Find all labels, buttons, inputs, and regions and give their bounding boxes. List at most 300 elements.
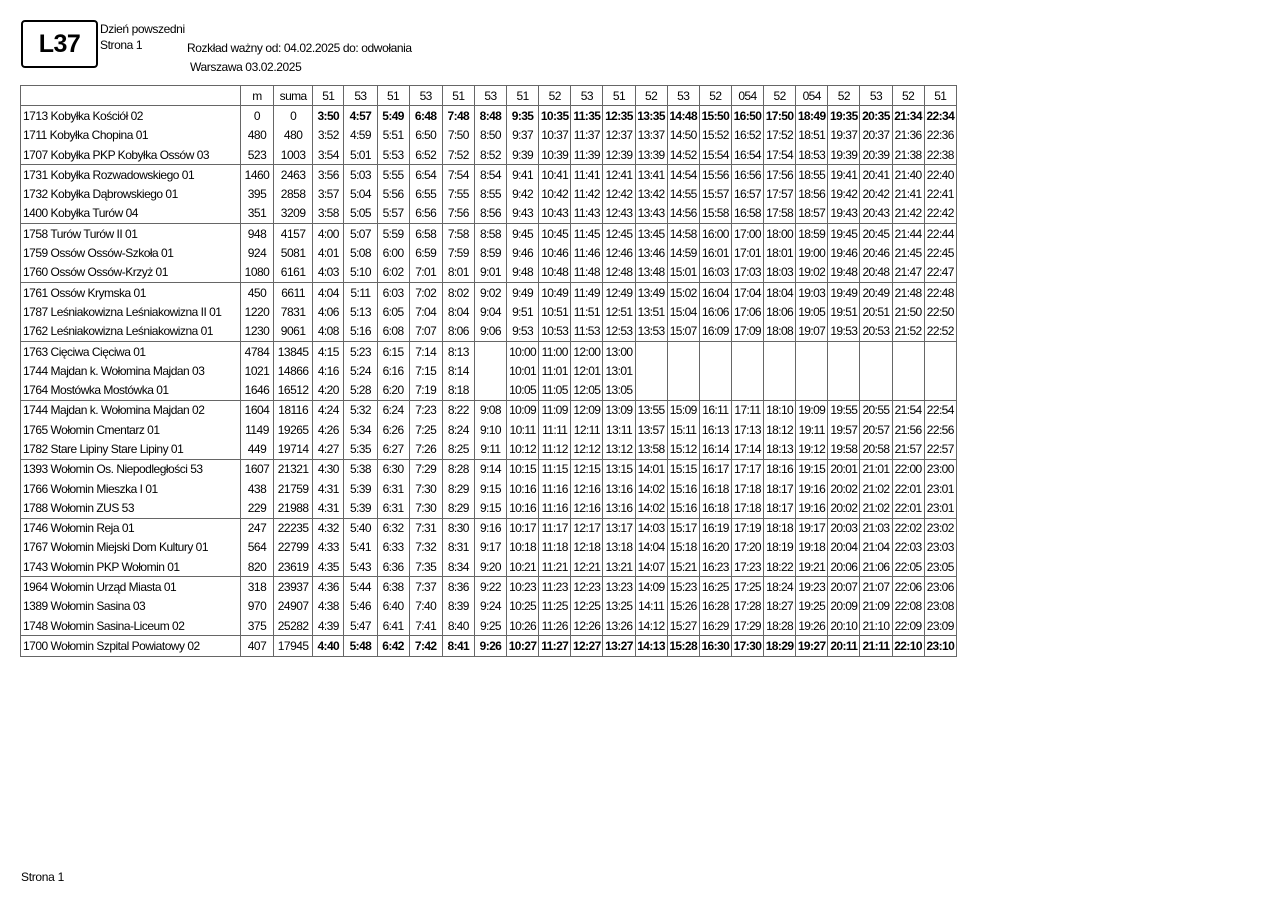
departure-time: 4:08 [313,322,344,342]
departure-time: 18:22 [764,557,796,577]
departure-time: 11:37 [571,126,603,145]
departure-time: 21:38 [892,145,924,165]
departure-time: 23:08 [924,597,956,616]
departure-time: 20:37 [860,126,892,145]
stop-row [21,302,957,321]
departure-time: 6:30 [377,459,409,479]
departure-time: 14:55 [667,184,699,203]
departure-time [796,380,828,400]
departure-time: 9:22 [474,577,506,597]
course-header: 53 [667,86,699,106]
departure-time: 23:01 [924,479,956,498]
stop-name: 1767 Wołomin Miejski Dom Kultury 01 [21,538,241,557]
departure-time: 14:09 [635,577,667,597]
departure-time: 4:03 [313,263,344,283]
stop-row [21,380,957,400]
departure-time: 11:53 [571,322,603,342]
stop-name: 1707 Kobyłka PKP Kobyłka Ossów 03 [21,145,241,165]
departure-time: 13:46 [635,243,667,262]
course-header: 52 [828,86,860,106]
departure-time: 10:00 [507,341,539,361]
departure-time: 6:40 [377,597,409,616]
departure-time: 16:56 [731,165,763,185]
departure-time: 12:25 [571,597,603,616]
stop-name: 1759 Ossów Ossów-Szkoła 01 [21,243,241,262]
departure-time: 15:21 [667,557,699,577]
departure-time: 11:12 [539,439,571,459]
stop-name: 1400 Kobyłka Turów 04 [21,204,241,224]
timetable-header-row [21,86,957,106]
departure-time: 14:50 [667,126,699,145]
cumulative-distance-cell: 25282 [274,616,313,636]
departure-time: 4:27 [313,439,344,459]
stop-row [21,400,957,420]
departure-time: 8:54 [474,165,506,185]
stop-row [21,439,957,459]
cumulative-distance-cell: 23937 [274,577,313,597]
departure-time: 5:08 [344,243,377,262]
departure-time: 21:48 [892,282,924,302]
departure-time: 6:26 [377,420,409,439]
departure-time: 21:47 [892,263,924,283]
distance-cell: 820 [240,557,273,577]
departure-time: 10:53 [539,322,571,342]
departure-time: 6:58 [409,224,442,244]
cumulative-distance-header: suma [274,86,313,106]
distance-cell: 229 [240,498,273,518]
departure-time: 8:34 [442,557,474,577]
departure-time: 6:33 [377,538,409,557]
departure-time: 17:14 [731,439,763,459]
departure-time: 18:13 [764,439,796,459]
departure-time: 13:35 [635,106,667,126]
cumulative-distance-cell: 7831 [274,302,313,321]
departure-time: 14:52 [667,145,699,165]
departure-time: 15:11 [667,420,699,439]
departure-time: 4:31 [313,498,344,518]
departure-time: 18:55 [796,165,828,185]
stop-name: 1764 Mostówka Mostówka 01 [21,380,241,400]
course-header: 52 [892,86,924,106]
stop-name: 1389 Wołomin Sasina 03 [21,597,241,616]
departure-time: 9:06 [474,322,506,342]
departure-time: 19:25 [796,597,828,616]
departure-time: 20:03 [828,518,860,538]
departure-time: 18:57 [796,204,828,224]
departure-time: 10:27 [507,636,539,656]
departure-time: 15:12 [667,439,699,459]
departure-time: 21:57 [892,439,924,459]
departure-time: 8:18 [442,380,474,400]
departure-time: 19:41 [828,165,860,185]
cumulative-distance-cell: 19265 [274,420,313,439]
departure-time: 10:18 [507,538,539,557]
departure-time: 17:11 [731,400,763,420]
departure-time: 11:25 [539,597,571,616]
departure-time: 11:42 [571,184,603,203]
stop-row [21,165,957,185]
departure-time: 17:30 [731,636,763,656]
departure-time: 17:13 [731,420,763,439]
departure-time [764,380,796,400]
footer-page-label: Strona 1 [21,870,64,884]
departure-time: 13:49 [635,282,667,302]
departure-time: 18:56 [796,184,828,203]
departure-time: 18:29 [764,636,796,656]
departure-time: 22:41 [924,184,956,203]
departure-time: 12:15 [571,459,603,479]
departure-time: 13:16 [603,479,635,498]
departure-time: 21:03 [860,518,892,538]
departure-time: 22:01 [892,479,924,498]
departure-time: 16:11 [699,400,731,420]
departure-time: 10:25 [507,597,539,616]
departure-time: 12:05 [571,380,603,400]
departure-time: 21:50 [892,302,924,321]
departure-time: 8:48 [474,106,506,126]
departure-time: 17:23 [731,557,763,577]
place-date: Warszawa 03.02.2025 [190,60,302,74]
departure-time: 15:58 [699,204,731,224]
departure-time: 5:24 [344,361,377,380]
departure-time: 5:46 [344,597,377,616]
departure-time: 12:21 [571,557,603,577]
departure-time: 15:04 [667,302,699,321]
stop-name: 1732 Kobyłka Dąbrowskiego 01 [21,184,241,203]
departure-time: 9:48 [507,263,539,283]
departure-time: 12:09 [571,400,603,420]
departure-time [828,380,860,400]
departure-time: 15:56 [699,165,731,185]
departure-time: 18:19 [764,538,796,557]
departure-time: 15:01 [667,263,699,283]
validity-text: Rozkład ważny od: 04.02.2025 do: odwołania [187,41,412,55]
stop-row [21,126,957,145]
departure-time [828,341,860,361]
stop-row [21,498,957,518]
departure-time: 11:09 [539,400,571,420]
departure-time: 11:05 [539,380,571,400]
departure-time: 12:43 [603,204,635,224]
stop-name: 1711 Kobyłka Chopina 01 [21,126,241,145]
cumulative-distance-cell: 16512 [274,380,313,400]
departure-time: 10:09 [507,400,539,420]
departure-time: 15:27 [667,616,699,636]
departure-time [635,361,667,380]
departure-time: 5:55 [377,165,409,185]
departure-time: 11:27 [539,636,571,656]
departure-time: 4:04 [313,282,344,302]
departure-time: 13:57 [635,420,667,439]
departure-time: 16:18 [699,498,731,518]
cumulative-distance-cell: 1003 [274,145,313,165]
departure-time: 20:51 [860,302,892,321]
departure-time [731,341,763,361]
distance-cell: 1021 [240,361,273,380]
departure-time: 11:17 [539,518,571,538]
departure-time: 13:15 [603,459,635,479]
cumulative-distance-cell: 6611 [274,282,313,302]
departure-time: 13:37 [635,126,667,145]
course-header: 51 [377,86,409,106]
departure-time: 15:57 [699,184,731,203]
departure-time: 9:16 [474,518,506,538]
departure-time: 10:48 [539,263,571,283]
departure-time: 13:53 [635,322,667,342]
departure-time: 10:43 [539,204,571,224]
departure-time: 13:12 [603,439,635,459]
departure-time: 19:12 [796,439,828,459]
departure-time: 5:34 [344,420,377,439]
departure-time: 6:54 [409,165,442,185]
departure-time: 4:57 [344,106,377,126]
departure-time: 13:51 [635,302,667,321]
departure-time: 8:56 [474,204,506,224]
departure-time: 13:43 [635,204,667,224]
departure-time: 21:01 [860,459,892,479]
departure-time: 21:02 [860,498,892,518]
departure-time: 4:26 [313,420,344,439]
departure-time: 20:02 [828,498,860,518]
departure-time: 15:16 [667,498,699,518]
distance-cell: 970 [240,597,273,616]
departure-time: 19:48 [828,263,860,283]
departure-time: 18:01 [764,243,796,262]
departure-time: 4:36 [313,577,344,597]
departure-time: 16:28 [699,597,731,616]
departure-time: 12:51 [603,302,635,321]
departure-time: 7:40 [409,597,442,616]
departure-time: 5:32 [344,400,377,420]
departure-time: 20:53 [860,322,892,342]
departure-time: 16:03 [699,263,731,283]
stop-row [21,322,957,342]
departure-time: 17:01 [731,243,763,262]
stop-row [21,557,957,577]
departure-time: 7:35 [409,557,442,577]
stop-row [21,145,957,165]
departure-time [635,341,667,361]
departure-time: 19:58 [828,439,860,459]
departure-time: 22:45 [924,243,956,262]
departure-time [796,341,828,361]
departure-time: 21:07 [860,577,892,597]
departure-time: 22:06 [892,577,924,597]
departure-time: 9:20 [474,557,506,577]
departure-time: 3:52 [313,126,344,145]
departure-time: 6:24 [377,400,409,420]
departure-time: 15:54 [699,145,731,165]
course-header: 53 [344,86,377,106]
departure-time: 10:23 [507,577,539,597]
departure-time [667,361,699,380]
departure-time: 9:39 [507,145,539,165]
departure-time: 4:39 [313,616,344,636]
departure-time: 12:39 [603,145,635,165]
stop-row [21,479,957,498]
cumulative-distance-cell: 6161 [274,263,313,283]
departure-time: 21:56 [892,420,924,439]
departure-time: 20:06 [828,557,860,577]
cumulative-distance-cell: 19714 [274,439,313,459]
departure-time: 13:42 [635,184,667,203]
departure-time: 14:02 [635,498,667,518]
departure-time: 10:05 [507,380,539,400]
departure-time: 11:21 [539,557,571,577]
departure-time: 17:04 [731,282,763,302]
departure-time: 6:31 [377,479,409,498]
departure-time: 7:31 [409,518,442,538]
departure-time: 11:46 [571,243,603,262]
line-number: L37 [38,29,81,58]
departure-time: 13:05 [603,380,635,400]
departure-time: 7:15 [409,361,442,380]
departure-time: 21:06 [860,557,892,577]
distance-cell: 1460 [240,165,273,185]
departure-time: 22:34 [924,106,956,126]
departure-time: 16:01 [699,243,731,262]
departure-time: 9:35 [507,106,539,126]
stop-name: 1763 Cięciwa Cięciwa 01 [21,341,241,361]
departure-time: 10:12 [507,439,539,459]
stop-row [21,518,957,538]
course-header: 53 [409,86,442,106]
distance-cell: 407 [240,636,273,656]
stop-row [21,224,957,244]
stop-name: 1765 Wołomin Cmentarz 01 [21,420,241,439]
departure-time: 12:49 [603,282,635,302]
departure-time: 19:51 [828,302,860,321]
departure-time: 20:41 [860,165,892,185]
departure-time: 22:09 [892,616,924,636]
departure-time [860,361,892,380]
departure-time: 9:01 [474,263,506,283]
departure-time: 11:35 [571,106,603,126]
departure-time: 16:18 [699,479,731,498]
departure-time: 13:17 [603,518,635,538]
departure-time: 5:07 [344,224,377,244]
departure-time: 14:03 [635,518,667,538]
departure-time: 15:17 [667,518,699,538]
departure-time: 22:38 [924,145,956,165]
departure-time: 12:53 [603,322,635,342]
departure-time: 16:30 [699,636,731,656]
departure-time: 10:16 [507,479,539,498]
departure-time: 11:18 [539,538,571,557]
departure-time: 9:45 [507,224,539,244]
departure-time: 5:51 [377,126,409,145]
departure-time: 13:41 [635,165,667,185]
departure-time: 6:03 [377,282,409,302]
departure-time: 8:29 [442,479,474,498]
departure-time: 12:23 [571,577,603,597]
departure-time: 21:41 [892,184,924,203]
departure-time: 16:17 [699,459,731,479]
departure-time: 18:17 [764,498,796,518]
departure-time: 7:19 [409,380,442,400]
departure-time: 6:31 [377,498,409,518]
departure-time: 14:58 [667,224,699,244]
departure-time: 7:14 [409,341,442,361]
departure-time: 20:02 [828,479,860,498]
departure-time: 20:11 [828,636,860,656]
cumulative-distance-cell: 3209 [274,204,313,224]
departure-time: 3:50 [313,106,344,126]
departure-time: 22:52 [924,322,956,342]
departure-time: 6:27 [377,439,409,459]
departure-time: 7:07 [409,322,442,342]
departure-time: 12:48 [603,263,635,283]
departure-time: 13:21 [603,557,635,577]
departure-time: 9:14 [474,459,506,479]
departure-time: 9:37 [507,126,539,145]
departure-time: 12:16 [571,498,603,518]
departure-time [667,380,699,400]
departure-time: 20:09 [828,597,860,616]
cumulative-distance-cell: 22235 [274,518,313,538]
departure-time: 10:42 [539,184,571,203]
departure-time: 4:24 [313,400,344,420]
departure-time: 8:29 [442,498,474,518]
departure-time: 19:07 [796,322,828,342]
departure-time: 5:41 [344,538,377,557]
departure-time: 18:16 [764,459,796,479]
departure-time: 5:39 [344,479,377,498]
cumulative-distance-cell: 23619 [274,557,313,577]
departure-time: 20:58 [860,439,892,459]
distance-cell: 1230 [240,322,273,342]
departure-time: 19:18 [796,538,828,557]
departure-time: 19:57 [828,420,860,439]
departure-time: 12:45 [603,224,635,244]
departure-time: 19:55 [828,400,860,420]
departure-time: 7:41 [409,616,442,636]
departure-time: 7:29 [409,459,442,479]
departure-time: 8:36 [442,577,474,597]
departure-time [764,341,796,361]
departure-time: 10:37 [539,126,571,145]
departure-time: 10:41 [539,165,571,185]
course-header: 52 [764,86,796,106]
stop-row [21,204,957,224]
departure-time: 12:46 [603,243,635,262]
departure-time: 19:49 [828,282,860,302]
departure-time: 19:16 [796,498,828,518]
departure-time: 8:41 [442,636,474,656]
departure-time: 8:58 [474,224,506,244]
departure-time: 13:55 [635,400,667,420]
departure-time: 11:23 [539,577,571,597]
departure-time [635,380,667,400]
departure-time: 22:42 [924,204,956,224]
distance-cell: 1646 [240,380,273,400]
distance-cell: 1149 [240,420,273,439]
departure-time: 6:32 [377,518,409,538]
distance-cell: 924 [240,243,273,262]
departure-time [796,361,828,380]
departure-time: 6:00 [377,243,409,262]
course-header: 054 [796,86,828,106]
departure-time: 4:32 [313,518,344,538]
departure-time: 21:45 [892,243,924,262]
cumulative-distance-cell: 2858 [274,184,313,203]
departure-time: 17:56 [764,165,796,185]
departure-time: 8:52 [474,145,506,165]
departure-time: 10:11 [507,420,539,439]
departure-time: 7:56 [442,204,474,224]
departure-time: 9:02 [474,282,506,302]
departure-time: 3:54 [313,145,344,165]
